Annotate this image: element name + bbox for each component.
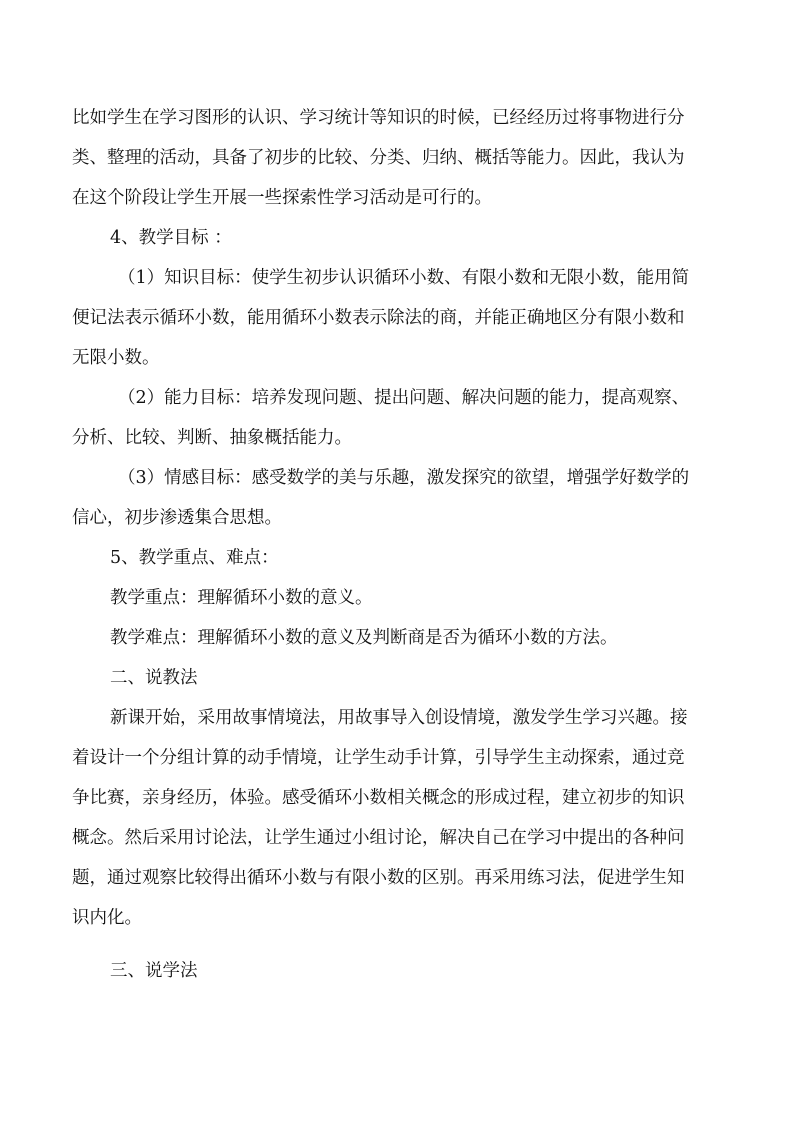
objective-ability-line: 分析、比较、判断、抽象概括能力。 xyxy=(72,428,352,448)
paragraph-line: 在这个阶段让学生开展一些探索性学习活动是可行的。 xyxy=(72,188,492,208)
teaching-methods-line: 争比赛，亲身经历，体验。感受循环小数相关概念的形成过程，建立初步的知识 xyxy=(72,788,685,808)
objective-knowledge-line: 便记法表示循环小数，能用循环小数表示除法的商，并能正确地区分有限小数和 xyxy=(72,308,685,328)
teaching-methods-line: 识内化。 xyxy=(72,908,142,928)
objective-knowledge-line: 无限小数。 xyxy=(72,348,160,368)
section-heading-key-difficult-points: 5、教学重点、难点： xyxy=(110,548,279,568)
objective-knowledge-line: （1）知识目标：使学生初步认识循环小数、有限小数和无限小数，能用简 xyxy=(118,268,690,288)
section-heading-teaching-methods: 二、说教法 xyxy=(110,668,198,688)
teaching-methods-line: 概念。然后采用讨论法，让学生通过小组讨论，解决自己在学习中提出的各种问 xyxy=(72,828,685,848)
teaching-methods-line: 题，通过观察比较得出循环小数与有限小数的区别。再采用练习法，促进学生知 xyxy=(72,868,685,888)
teaching-methods-line: 新课开始，采用故事情境法，用故事导入创设情境，激发学生学习兴趣。接 xyxy=(110,708,688,728)
paragraph-line: 类、整理的活动，具备了初步的比较、分类、归纳、概括等能力。因此，我认为 xyxy=(72,148,685,168)
key-point-line: 教学重点：理解循环小数的意义。 xyxy=(110,588,373,608)
objective-emotion-line: 信心，初步渗透集合思想。 xyxy=(72,508,282,528)
objective-ability-line: （2）能力目标：培养发现问题、提出问题、解决问题的能力，提高观察、 xyxy=(118,388,690,408)
document-content xyxy=(72,98,726,991)
section-heading-learning-methods: 三、说学法 xyxy=(110,961,198,981)
teaching-methods-line: 着设计一个分组计算的动手情境，让学生动手计算，引导学生主动探索，通过竞 xyxy=(72,748,685,768)
paragraph-line: 比如学生在学习图形的认识、学习统计等知识的时候，已经经历过将事物进行分 xyxy=(72,108,685,128)
section-heading-teaching-goals: 4、教学目标 ： xyxy=(110,228,232,248)
difficult-point-line: 教学难点：理解循环小数的意义及判断商是否为循环小数的方法。 xyxy=(110,628,618,648)
objective-emotion-line: （3）情感目标：感受数学的美与乐趣，激发探究的欲望，增强学好数学的 xyxy=(118,468,690,488)
